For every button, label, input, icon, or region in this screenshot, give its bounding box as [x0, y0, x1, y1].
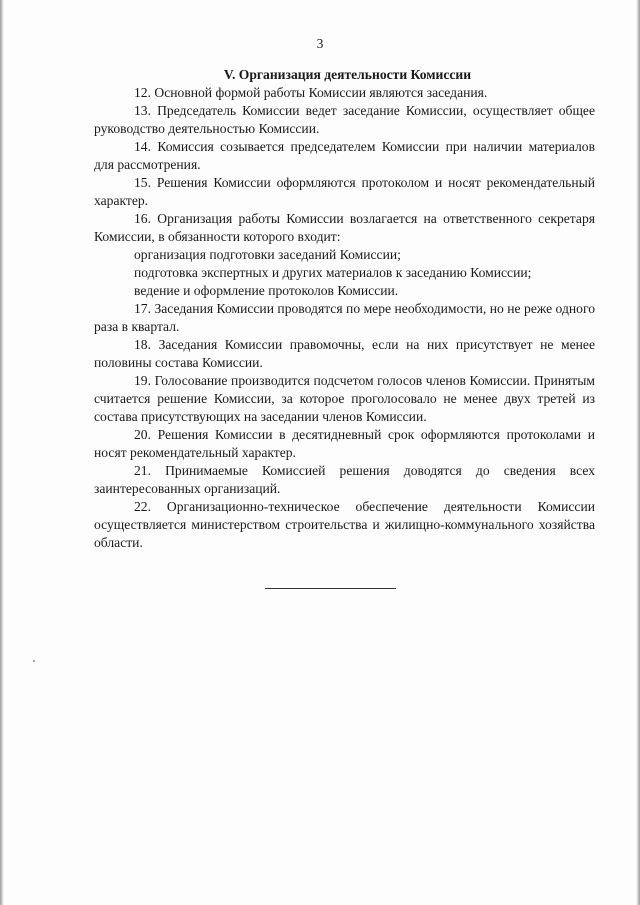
paragraph-15: 15. Решения Комиссии оформляются протоколом и носят рекомендательный характер.: [94, 175, 595, 208]
paragraph-17: 17. Заседания Комиссии проводятся по мере необходимости, но не реже одного раза в квартал.: [94, 301, 595, 334]
scan-edge-right: [636, 0, 640, 905]
paragraph-22: 22. Организационно-техническое обеспечение деятельности Комиссии осуществляется министерством строительства и жилищно-коммунального хозяйства области.: [94, 499, 595, 550]
paragraph-12: 12. Основной формой работы Комиссии являются заседания.: [134, 85, 488, 100]
paragraph-16: 16. Организация работы Комиссии возлагается на ответственного секретаря Комиссии, в обязанности которого входит:: [94, 211, 595, 244]
duty-item: организация подготовки заседаний Комиссии;: [134, 247, 401, 262]
duty-item: подготовка экспертных и других материалов к заседанию Комиссии;: [134, 265, 532, 280]
paragraph-14: 14. Комиссия созывается председателем Комиссии при наличии материалов для рассмотрения.: [94, 139, 595, 172]
paragraph-18: 18. Заседания Комиссии правомочны, если на них присутствует не менее половины состава Комиссии.: [94, 337, 595, 370]
duty-item: ведение и оформление протоколов Комиссии.: [134, 283, 399, 298]
paragraph-13: 13. Председатель Комиссии ведет заседание Комиссии, осуществляет общее руководство деятельностью Комиссии.: [94, 103, 595, 136]
paragraph-19: 19. Голосование производится подсчетом голосов членов Комиссии. Принятым считается решение Комиссии, за которое проголосовало не менее двух третей из состава присутствующих на заседании членов Комиссии.: [94, 373, 595, 424]
paragraph-20: 20. Решения Комиссии в десятидневный срок оформляются протоколами и носят рекомендательный характер.: [94, 427, 595, 460]
scan-speck: [33, 660, 35, 662]
section-title: V. Организация деятельности Комиссии: [223, 67, 472, 82]
page-number: 3: [316, 36, 324, 51]
document-body: [94, 66, 595, 552]
paragraph-21: 21. Принимаемые Комиссией решения доводятся до сведения всех заинтересованных организаций.: [94, 463, 595, 496]
scan-edge-left: [0, 0, 4, 905]
end-divider-line: [265, 588, 396, 589]
